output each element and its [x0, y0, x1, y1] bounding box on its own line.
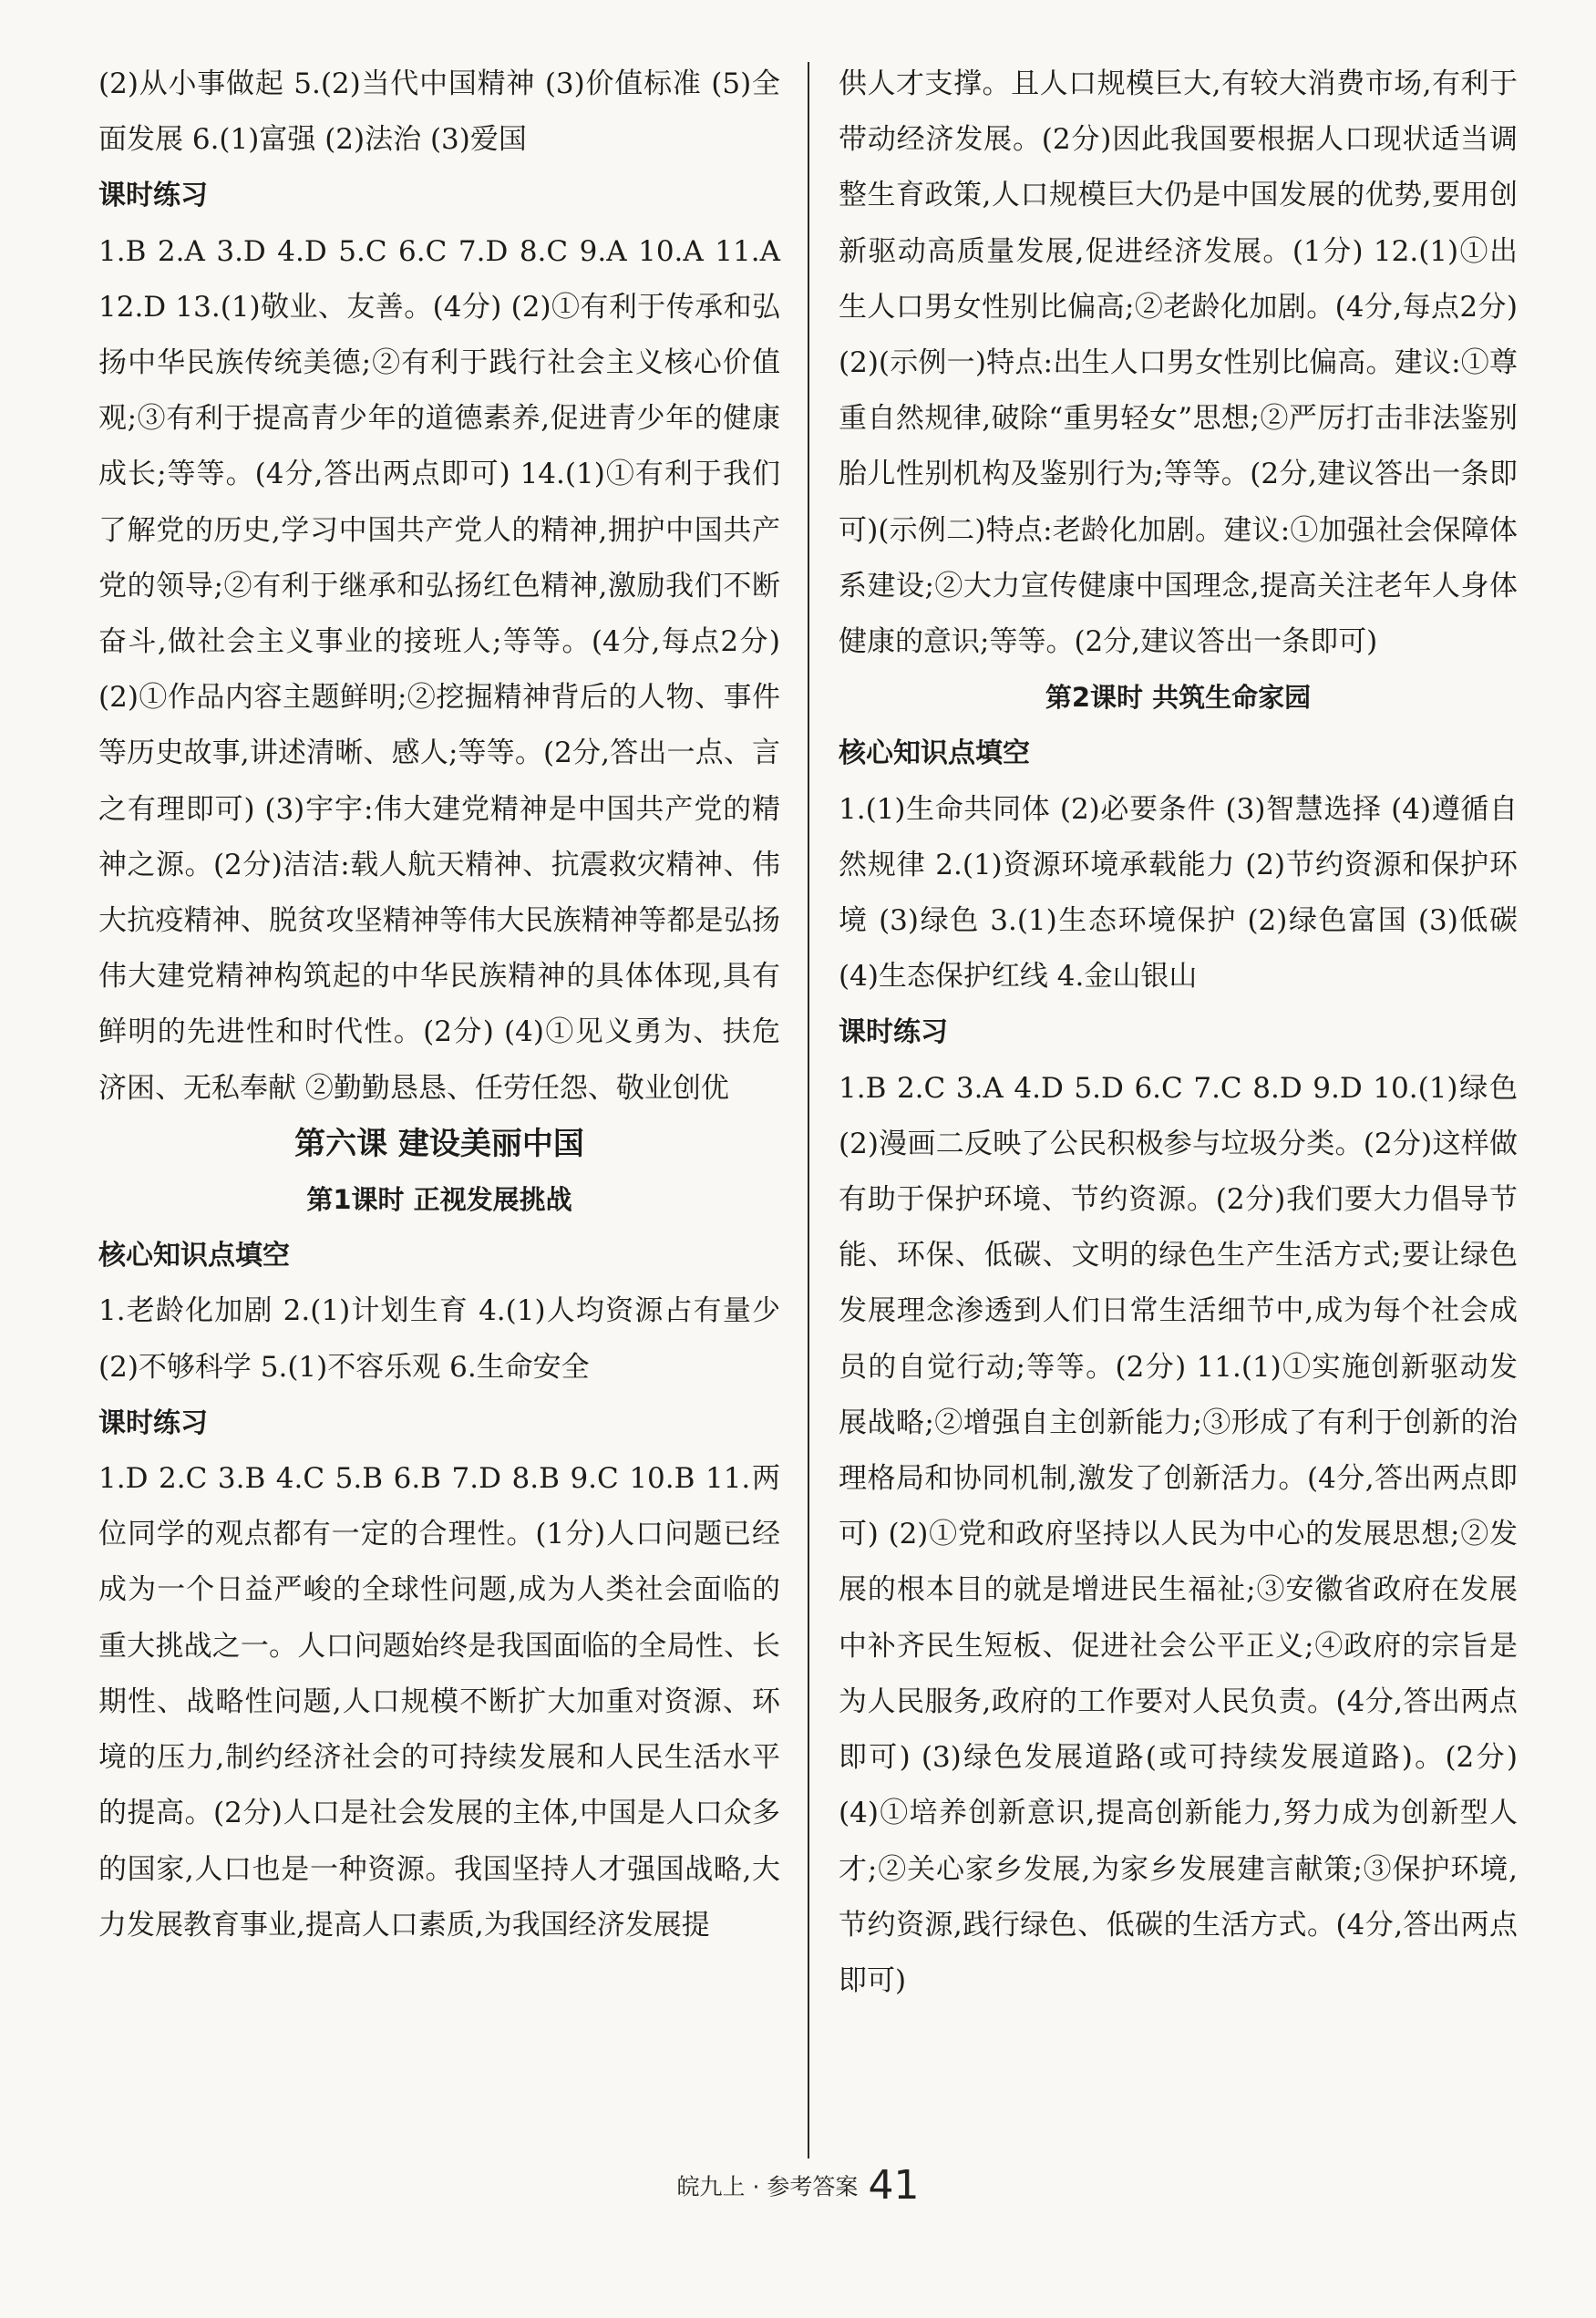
left-column [98, 57, 780, 1953]
heading-title: 课时练习 [839, 1016, 948, 1049]
right-column [839, 57, 1518, 2009]
answer-paragraph: (2)从小事做起 5.(2)当代中国精神 (3)价值标准 (5)全面发展 6.(1)富强 (2)法治 (3)爱国 [98, 67, 780, 157]
heading-title: 核心知识点填空 [839, 737, 1030, 770]
sub-title: 第1课时 正视发展挑战 [306, 1184, 572, 1216]
answer-paragraph: 1.(1)生命共同体 (2)必要条件 (3)智慧选择 (4)遵循自然规律 2.(1)资源环境承载能力 (2)节约资源和保护环境 (3)绿色 3.(1)生态环境保护 (2)绿色富国 (3)低碳 (4)生态保护红线 4.金山银山 [839, 792, 1518, 994]
answer-paragraph: 1.老龄化加剧 2.(1)计划生育 4.(1)人均资源占有量少 (2)不够科学 5.(1)不容乐观 6.生命安全 [98, 1294, 780, 1384]
heading-title: 课时练习 [98, 1406, 208, 1439]
column-divider [808, 62, 809, 2158]
heading-title: 核心知识点填空 [98, 1240, 290, 1272]
footer-label: 皖九上 · 参考答案 [676, 2173, 859, 2200]
answer-paragraph: 1.D 2.C 3.B 4.C 5.B 6.B 7.D 8.B 9.C 10.B 11.两位同学的观点都有一定的合理性。(1分)人口问题已经成为一个日益严峻的全球性问题,成为人类社会面临的重大挑战之一。人口问题始终是我国面临的全局性、长期性、战略性问题,人口规模不断扩大加重对资源、环境的压力,制约经济社会的可持续发展和人民生活水平的提高。(2分)人口是社会发展的主体,中国是人口众多的国家,人口也是一种资源。我国坚持人才强国战略,大力发展教育事业,提高人口素质,为我国经济发展提 [98, 1462, 780, 1942]
answer-paragraph: 1.B 2.A 3.D 4.D 5.C 6.C 7.D 8.C 9.A 10.A 11.A 12.D 13.(1)敬业、友善。(4分) (2)①有利于传承和弘扬中华民族传统美德;②有利于践行社会主义核心价值观;③有利于提高青少年的道德素养,促进青少年的健康成长;等等。(4分,答出两点即可) 14.(1)①有利于我们了解党的历史,学习中国共产党人的精神,拥护中国共产党的领导;②有利于继承和弘扬红色精神,激励我们不断奋斗,做社会主义事业的接班人;等等。(4分,每点2分) (2)①作品内容主题鲜明;②挖掘精神背后的人物、事件等历史故事,讲述清晰、感人;等等。(2分,答出一点、言之有理即可) (3)宇宇:伟大建党精神是中国共产党的精神之源。(2分)洁洁:载人航天精神、抗震救灾精神、伟大抗疫精神、脱贫攻坚精神等伟大民族精神等都是弘扬伟大建党精神构筑起的中华民族精神的具体体现,具有鲜明的先进性和时代性。(2分) (4)①见义勇为、扶危济困、无私奉献 ②勤勤恳恳、任劳任怨、敬业创优 [98, 234, 780, 1105]
sub-title: 第2课时 共筑生命家园 [1045, 682, 1312, 714]
heading-title: 课时练习 [98, 180, 208, 212]
lesson-title: 第六课 建设美丽中国 [294, 1125, 584, 1162]
answer-paragraph: 供人才支撑。且人口规模巨大,有较大消费市场,有利于带动经济发展。(2分)因此我国要根据人口现状适当调整生育政策,人口规模巨大仍是中国发展的优势,要用创新驱动高质量发展,促进经济发展。(1分) 12.(1)①出生人口男女性别比偏高;②老龄化加剧。(4分,每点2分) (2)(示例一)特点:出生人口男女性别比偏高。建议:①尊重自然规律,破除“重男轻女”思想;②严厉打击非法鉴别胎儿性别机构及鉴别行为;等等。(2分,建议答出一条即可)(示例二)特点:老龄化加剧。建议:①加强社会保障体系建设;②大力宣传健康中国理念,提高关注老年人身体健康的意识;等等。(2分,建议答出一条即可) [839, 67, 1518, 659]
page-footer [0, 2162, 1596, 2209]
page-number: 41 [868, 2162, 920, 2209]
answer-paragraph: 1.B 2.C 3.A 4.D 5.D 6.C 7.C 8.D 9.D 10.(1)绿色 (2)漫画二反映了公民积极参与垃圾分类。(2分)这样做有助于保护环境、节约资源。(2分)我们要大力倡导节能、环保、低碳、文明的绿色生产生活方式;要让绿色发展理念渗透到人们日常生活细节中,成为每个社会成员的自觉行动;等等。(2分) 11.(1)①实施创新驱动发展战略;②增强自主创新能力;③形成了有利于创新的治理格局和协同机制,激发了创新活力。(4分,答出两点即可) (2)①党和政府坚持以人民为中心的发展思想;②发展的根本目的就是增进民生福祉;③安徽省政府在发展中补齐民生短板、促进社会公平正义;④政府的宗旨是为人民服务,政府的工作要对人民负责。(4分,答出两点即可) (3)绿色发展道路(或可持续发展道路)。(2分) (4)①培养创新意识,提高创新能力,努力成为创新型人才;②关心家乡发展,为家乡发展建言献策;③保护环境,节约资源,践行绿色、低碳的生活方式。(4分,答出两点即可) [839, 1071, 1518, 1997]
